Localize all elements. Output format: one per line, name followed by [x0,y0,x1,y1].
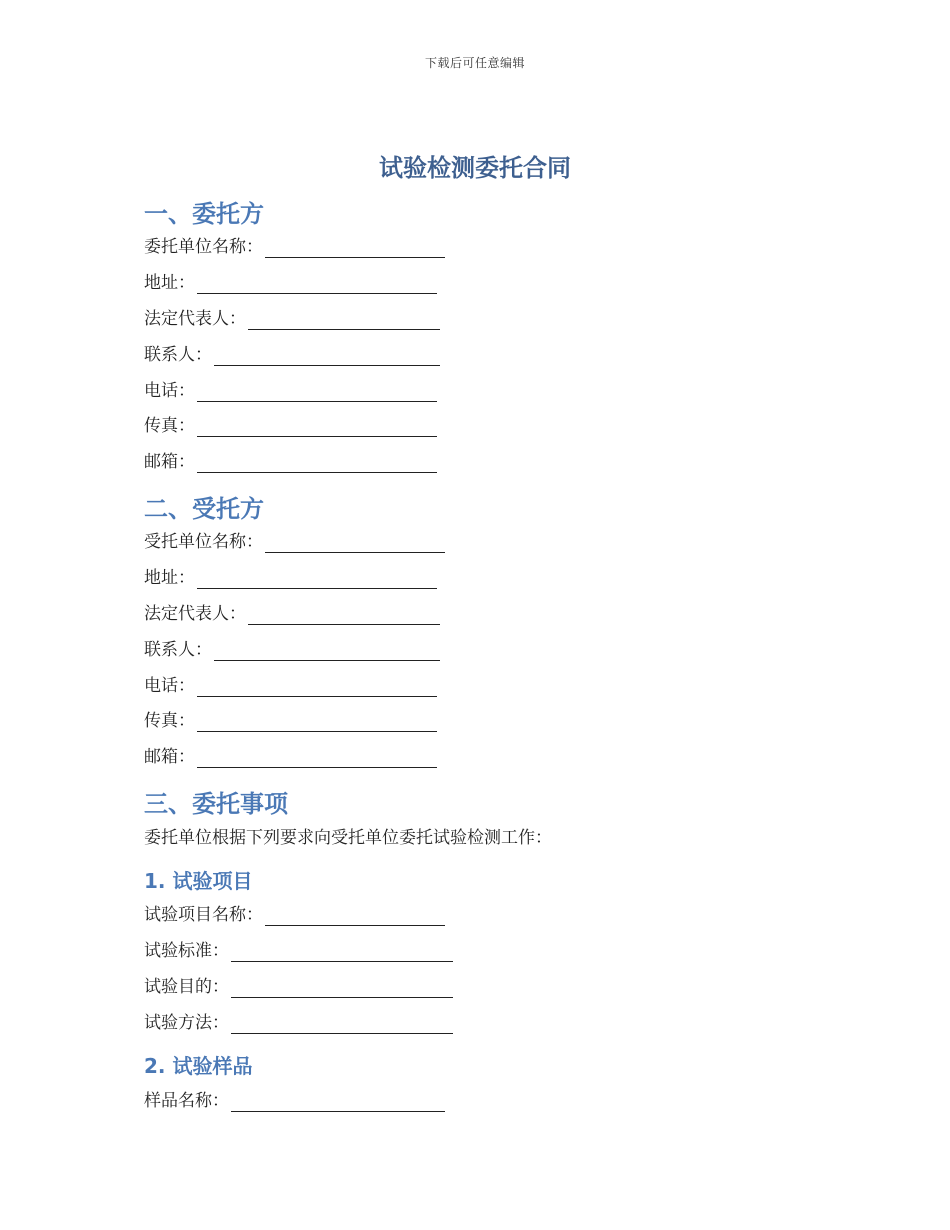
field-sample-name [144,1090,445,1112]
fill-in-blank[interactable] [231,1093,445,1112]
field-label: 传真： [144,416,195,436]
fill-in-blank[interactable] [231,1015,453,1034]
field-label: 法定代表人： [144,309,246,329]
fill-in-blank[interactable] [248,311,440,330]
field-label: 地址： [144,568,195,588]
fill-in-blank[interactable] [214,642,440,661]
field-client-contact [144,344,440,366]
field-client-address [144,272,437,294]
fill-in-blank[interactable] [197,749,437,768]
document-title: 试验检测委托合同 [379,154,571,182]
field-test-standard [144,940,453,962]
field-test-item-name [144,904,445,926]
subsection-heading-test-samples: 2. 试验样品 [144,1054,253,1078]
section-heading-client: 一、委托方 [144,200,264,228]
field-contractor-phone [144,675,437,697]
entrusted-matters-intro: 委托单位根据下列要求向受托单位委托试验检测工作： [144,828,552,848]
field-test-purpose [144,976,453,998]
field-label: 试验标准： [144,941,229,961]
field-label: 委托单位名称： [144,237,263,257]
field-client-legal-rep [144,308,440,330]
field-contractor-email [144,746,437,768]
field-label: 电话： [144,381,195,401]
field-contractor-legal-rep [144,603,440,625]
fill-in-blank[interactable] [197,418,437,437]
fill-in-blank[interactable] [197,383,437,402]
field-client-name [144,236,445,258]
field-label: 地址： [144,273,195,293]
fill-in-blank[interactable] [265,239,445,258]
field-client-email [144,451,437,473]
fill-in-blank[interactable] [248,606,440,625]
field-label: 试验方法： [144,1013,229,1033]
fill-in-blank[interactable] [197,275,437,294]
section-heading-entrusted-matters: 三、委托事项 [144,790,288,818]
field-contractor-address [144,567,437,589]
fill-in-blank[interactable] [197,570,437,589]
field-client-phone [144,380,437,402]
field-label: 样品名称： [144,1091,229,1111]
field-label: 受托单位名称： [144,532,263,552]
fill-in-blank[interactable] [231,979,453,998]
field-label: 传真： [144,711,195,731]
field-label: 电话： [144,676,195,696]
field-label: 试验项目名称： [144,905,263,925]
field-label: 法定代表人： [144,604,246,624]
subsection-heading-test-items: 1. 试验项目 [144,869,253,893]
field-contractor-name [144,531,445,553]
fill-in-blank[interactable] [231,943,453,962]
fill-in-blank[interactable] [197,454,437,473]
fill-in-blank[interactable] [265,534,445,553]
field-client-fax [144,415,437,437]
field-label: 联系人： [144,640,212,660]
field-contractor-contact [144,639,440,661]
page-header: 下载后可任意编辑 [424,56,525,70]
field-label: 邮箱： [144,452,195,472]
field-label: 试验目的： [144,977,229,997]
field-contractor-fax [144,710,437,732]
fill-in-blank[interactable] [197,678,437,697]
fill-in-blank[interactable] [265,907,445,926]
field-label: 联系人： [144,345,212,365]
fill-in-blank[interactable] [214,347,440,366]
section-heading-contractor: 二、受托方 [144,495,264,523]
field-label: 邮箱： [144,747,195,767]
fill-in-blank[interactable] [197,713,437,732]
field-test-method [144,1012,453,1034]
